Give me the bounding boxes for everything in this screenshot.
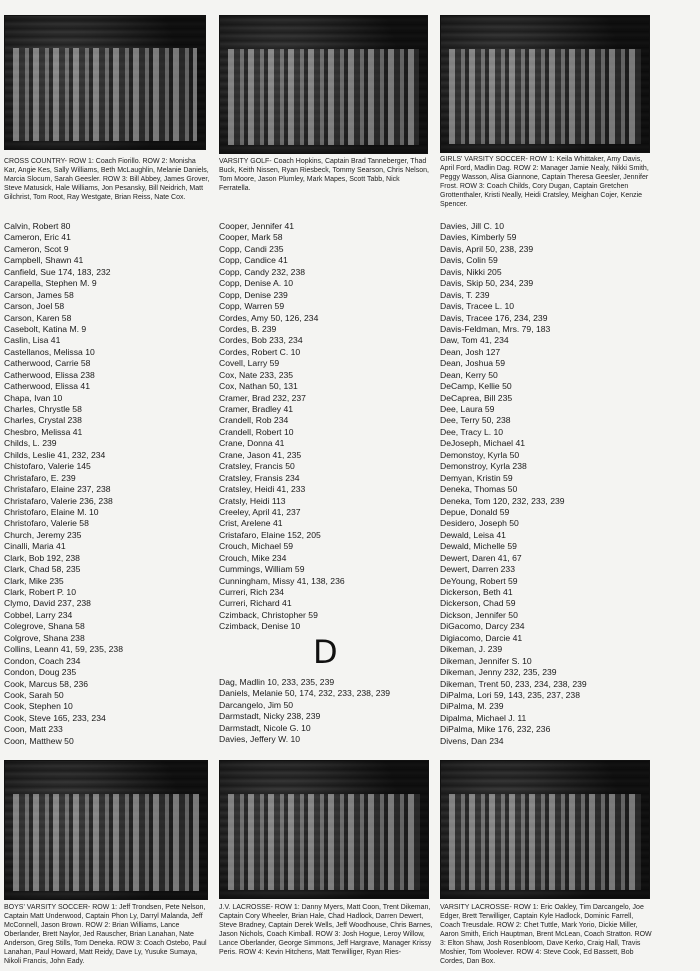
- index-entry: Cinalli, Maria 41: [4, 541, 66, 552]
- index-entry: Dewert, Darren 233: [440, 564, 515, 575]
- girls-varsity-soccer-caption: GIRLS' VARSITY SOCCER- ROW 1: Keila Whittaker, Amy Davis, April Ford, Madlin Dag. ROW 2: Manager Jamie Nealy, Nikki Smith, Peggy Wasson, Alisa Giannone, Captain Theresa Geesler, Jennifer Frost. ROW 3: Coach Childs, Cory Dugan, Captain Gretchen Grottenthaler, Kristi Neally, Heidi Cratsley, Meighan Cojer, Kenzie Spencer.: [440, 156, 649, 208]
- index-entry: Copp, Denise A. 10: [219, 278, 294, 289]
- index-entry: Cratsly, Heidi 113: [219, 495, 286, 506]
- index-entry: Daw, Tom 41, 234: [440, 335, 509, 346]
- varsity-golf-photo: [219, 15, 428, 154]
- index-entry: Crandell, Robert 10: [219, 426, 294, 437]
- index-entry: Copp, Candy 232, 238: [219, 266, 306, 277]
- index-entry: Copp, Denise 239: [219, 289, 288, 300]
- index-entry: DeYoung, Robert 59: [440, 575, 518, 586]
- index-entry: Digiacomo, Darcie 41: [440, 632, 523, 643]
- index-entry: DeCamp, Kellie 50: [440, 381, 512, 392]
- index-entry: Collins, Leann 41, 59, 235, 238: [4, 644, 123, 655]
- index-entry: Cratsley, Francis 50: [219, 461, 295, 472]
- index-entry: Covell, Larry 59: [219, 358, 280, 369]
- index-entry: Davies, Jeffery W. 10: [219, 734, 301, 745]
- index-entry: Curreri, Richard 41: [219, 598, 292, 609]
- index-entry: Dewald, Michelle 59: [440, 541, 517, 552]
- index-entry: Creeley, April 41, 237: [219, 506, 301, 517]
- cross-country-caption: CROSS COUNTRY- ROW 1: Coach Fiorillo. ROW 2: Monisha Kar, Angie Kes, Sally Williams, Beth McLaughlin, Melanie Daniels, Marcia Slocum, Sarah Geesler. ROW 3: Bill Abbey, James Grover, Steve Matusick, Hale Williams, Jon Pesansky, Bill Neidrich, Matt Gilchrist, Tom Root, Ray Westgate, Brian Reiss, Nate Cox.: [4, 158, 210, 201]
- index-entry: Copp, Candi 235: [219, 243, 284, 254]
- index-entry: Childs, L. 239: [4, 438, 57, 449]
- index-entry: Crist, Arelene 41: [219, 518, 283, 529]
- index-entry: Catherwood, Elissa 238: [4, 369, 95, 380]
- index-entry: Clymo, David 237, 238: [4, 598, 91, 609]
- index-entry: Dee, Terry 50, 238: [440, 415, 511, 426]
- index-entry: Cordes, B. 239: [219, 323, 277, 334]
- varsity-lacrosse-caption: VARSITY LACROSSE- ROW 1: Eric Oakley, Tim Darcangelo, Joe Edger, Brett Terwilliger, Captain Kyle Hadlock, Dominic Farrell, Coach Treusdale. ROW 2: Chet Tuttle, Mark Yorio, Dickie Miller, Aaron Smith, Erich Hauptman, Brent McLean, Coach Stratton. ROW 3: Elton Shaw, Josh Rosenbloom, Dave Kerko, Craig Hall, Travis Moshier, Tom Woolever. ROW 4: Steve Cook, Ed Bassett, Bob Cordes, Dan Box.: [440, 904, 652, 965]
- index-entry: Crane, Jason 41, 235: [219, 449, 302, 460]
- index-entry: Cameron, Scot 9: [4, 243, 69, 254]
- index-entry: Dickerson, Chad 59: [440, 598, 516, 609]
- girls-varsity-soccer-photo: [440, 15, 650, 153]
- index-entry: DiGacomo, Darcy 234: [440, 621, 525, 632]
- index-entry: Demyan, Kristin 59: [440, 472, 513, 483]
- index-entry: Dewald, Leisa 41: [440, 529, 506, 540]
- index-entry: Christofaro, Valerie 58: [4, 518, 89, 529]
- index-entry: Cordes, Amy 50, 126, 234: [219, 312, 319, 323]
- index-entry: Cramer, Brad 232, 237: [219, 392, 306, 403]
- index-entry: Carson, James 58: [4, 289, 74, 300]
- index-entry: Caslin, Lisa 41: [4, 335, 61, 346]
- index-entry: Coon, Matt 233: [4, 724, 63, 735]
- index-entry: Church, Jeremy 235: [4, 529, 82, 540]
- index-entry: Davies, Kimberly 59: [440, 232, 517, 243]
- index-entry: Carson, Joel 58: [4, 301, 65, 312]
- index-entry: Casebolt, Katina M. 9: [4, 323, 87, 334]
- varsity-golf-caption: VARSITY GOLF- Coach Hopkins, Captain Brad Tanneberger, Thad Buck, Keith Nissen, Ryan Riesbeck, Tommy Searson, Chris Nelson, Tom Moore, Jason Plumley, Mark Mapes, Scott Tabb, Nick Ferratella.: [219, 158, 429, 192]
- index-entry: Dean, Josh 127: [440, 346, 501, 357]
- index-entry: Cratsley, Fransis 234: [219, 472, 300, 483]
- index-entry: Cordes, Robert C. 10: [219, 346, 301, 357]
- index-entry: Copp, Warren 59: [219, 301, 285, 312]
- index-entry: Clark, Mike 235: [4, 575, 64, 586]
- index-entry: Davis, Skip 50, 234, 239: [440, 278, 534, 289]
- index-entry: Cunningham, Missy 41, 138, 236: [219, 575, 345, 586]
- index-entry: Childs, Leslie 41, 232, 234: [4, 449, 106, 460]
- section-letter: D: [313, 633, 338, 671]
- boys-varsity-soccer-caption: BOYS' VARSITY SOCCER- ROW 1: Jeff Trondsen, Pete Nelson, Captain Matt Underwood, Captain Phon Ly, Darryl Malanda, Jeff McConnell, Jason Brown. ROW 2: Brian Williams, Lance Oberlander, Brett Naylor, Jed Rauscher, Brian Lanahan, Nate Anderson, Greg Stills, Tom Deneka. ROW 3: Coach Ostebo, Paul Lanahan, Paul Howard, Matt Reidy, Dave Ly, Yusuke Sumaya, Nikoli Francis, John Eady.: [4, 904, 207, 965]
- index-entry: Dean, Kerry 50: [440, 369, 498, 380]
- index-entry: DeJoseph, Michael 41: [440, 438, 526, 449]
- index-entry: Cox, Nate 233, 235: [219, 369, 294, 380]
- index-entry: Deneka, Thomas 50: [440, 484, 518, 495]
- index-entry: Dickerson, Beth 41: [440, 587, 513, 597]
- index-entry: Cordes, Bob 233, 234: [219, 335, 303, 346]
- index-column-1: [4, 221, 123, 747]
- index-entry: Dipalma, Michael J. 11: [440, 712, 527, 723]
- index-entry: Cooper, Mark 58: [219, 232, 283, 243]
- index-entry: Clark, Bob 192, 238: [4, 552, 80, 563]
- index-entry: Davis, April 50, 238, 239: [440, 243, 534, 254]
- index-entry: Chesbro, Melissa 41: [4, 426, 83, 437]
- index-entry: Davies, Jill C. 10: [440, 221, 504, 231]
- index-entry: Desidero, Joseph 50: [440, 518, 519, 529]
- index-entry: Davis, Colin 59: [440, 255, 498, 266]
- index-entry: Cox, Nathan 50, 131: [219, 381, 298, 392]
- index-entry: Dikeman, Jennifer S. 10: [440, 655, 532, 666]
- index-entry: Daniels, Melanie 50, 174, 232, 233, 238, 239: [219, 688, 391, 699]
- index-entry: Dewert, Daren 41, 67: [440, 552, 522, 563]
- index-entry: Carapella, Stephen M. 9: [4, 278, 97, 289]
- index-entry: Dikeman, Jenny 232, 235, 239: [440, 667, 557, 678]
- index-entry: Catherwood, Elissa 41: [4, 381, 90, 392]
- index-entry: Calvin, Robert 80: [4, 221, 71, 231]
- index-entry: Dag, Madlin 10, 233, 235, 239: [219, 677, 335, 687]
- index-entry: Dee, Laura 59: [440, 404, 495, 414]
- index-entry: Condon, Coach 234: [4, 655, 81, 666]
- index-entry: DiPalma, Mike 176, 232, 236: [440, 724, 551, 735]
- index-entry: Condon, Doug 235: [4, 667, 77, 678]
- index-entry: Charles, Chrystle 58: [4, 404, 82, 414]
- index-entry: Catherwood, Carrie 58: [4, 358, 91, 369]
- index-entry: Darmstadt, Nicole G. 10: [219, 722, 311, 733]
- index-entry: Czimback, Christopher 59: [219, 609, 318, 620]
- index-entry: Darmstadt, Nicky 238, 239: [219, 711, 321, 722]
- index-entry: Cook, Marcus 58, 236: [4, 678, 89, 689]
- index-entry: Demonstroy, Kyrla 238: [440, 461, 527, 472]
- index-entry: Colgrove, Shana 238: [4, 632, 85, 643]
- index-entry: Cummings, William 59: [219, 564, 305, 575]
- index-entry: Davis, Tracee L. 10: [440, 301, 515, 312]
- index-entry: Darcangelo, Jim 50: [219, 699, 294, 710]
- index-entry: DiPalma, Lori 59, 143, 235, 237, 238: [440, 689, 580, 700]
- index-entry: Crandell, Rob 234: [219, 415, 289, 426]
- index-entry: Cook, Steve 165, 233, 234: [4, 712, 106, 723]
- index-entry: Davis, T. 239: [440, 289, 490, 300]
- index-entry: Dikeman, J. 239: [440, 644, 503, 655]
- index-entry: Davis, Tracee 176, 234, 239: [440, 312, 548, 323]
- index-entry: Cristafaro, Elaine 152, 205: [219, 529, 321, 540]
- index-entry: Clark, Chad 58, 235: [4, 564, 81, 575]
- index-entry: Dikeman, Trent 50, 233, 234, 238, 239: [440, 678, 587, 689]
- index-entry: Charles, Crystal 238: [4, 415, 82, 426]
- index-entry: Davis, Nikki 205: [440, 266, 502, 277]
- index-entry: Cooper, Jennifer 41: [219, 221, 295, 231]
- index-entry: Cameron, Eric 41: [4, 232, 71, 243]
- index-entry: Dean, Joshua 59: [440, 358, 505, 369]
- index-entry: Chapa, Ivan 10: [4, 392, 63, 403]
- jv-lacrosse-photo: [219, 760, 429, 899]
- index-entry: Crouch, Michael 59: [219, 541, 294, 552]
- index-entry: Cook, Sarah 50: [4, 689, 64, 700]
- index-entry: Castellanos, Melissa 10: [4, 346, 95, 357]
- index-entry: Dickson, Jennifer 50: [440, 609, 518, 620]
- index-entry: Carson, Karen 58: [4, 312, 72, 323]
- index-entry: Cobbel, Larry 234: [4, 609, 73, 620]
- index-entry: Depue, Donald 59: [440, 506, 510, 517]
- index-entry: Deneka, Tom 120, 232, 233, 239: [440, 495, 565, 506]
- index-entry: Copp, Candice 41: [219, 255, 288, 266]
- index-entry: DiPalma, M. 239: [440, 701, 504, 712]
- index-entry: Davis-Feldman, Mrs. 79, 183: [440, 323, 551, 334]
- index-entry: Christafaro, Valerie 236, 238: [4, 495, 113, 506]
- index-entry: Cramer, Bradley 41: [219, 404, 294, 414]
- index-entry: Coon, Matthew 50: [4, 735, 74, 746]
- index-entry: Christafaro, E. 239: [4, 472, 76, 483]
- index-entry: Crouch, Mike 234: [219, 552, 287, 563]
- index-entry: Clark, Robert P. 10: [4, 587, 76, 597]
- index-entry: Curreri, Rich 234: [219, 587, 284, 597]
- index-entry: Canfield, Sue 174, 183, 232: [4, 266, 111, 277]
- index-entry: Christafaro, Elaine 237, 238: [4, 484, 111, 495]
- index-column-2: [219, 221, 345, 633]
- index-column-2-d-section: [219, 677, 390, 746]
- index-entry: Cratsley, Heidi 41, 233: [219, 484, 306, 495]
- index-entry: Christofaro, Elaine M. 10: [4, 506, 99, 517]
- index-column-3: [440, 221, 587, 747]
- index-entry: Colegrove, Shana 58: [4, 621, 85, 632]
- index-entry: Cook, Stephen 10: [4, 701, 73, 712]
- jv-lacrosse-caption: J.V. LACROSSE- ROW 1: Danny Myers, Matt Coon, Trent Dikeman, Captain Cory Wheeler, Brian Hale, Chad Hadlock, Darren Dewert, Steve Bradney, Captain Derek Wells, Jeff Woodhouse, Chris Barnes, Jason Nichols, Coach Kimball. ROW 3: Josh Hogue, Leroy Willow, Lance Oberlander, George Simmons, Jeff Hargrave, Manager Krissy Peris. ROW 4: Kevin Hitchens, Matt Terwilliger, Ryan Ries-: [219, 904, 433, 956]
- index-entry: Dee, Tracy L. 10: [440, 426, 504, 437]
- index-entry: Demonstoy, Kyrla 50: [440, 449, 520, 460]
- index-entry: Divens, Dan 234: [440, 735, 504, 746]
- cross-country-photo: [4, 15, 206, 150]
- index-entry: DeCaprea, Bill 235: [440, 392, 513, 403]
- index-entry: Campbell, Shawn 41: [4, 255, 84, 266]
- index-entry: Crane, Donna 41: [219, 438, 285, 449]
- boys-varsity-soccer-photo: [4, 760, 208, 900]
- varsity-lacrosse-photo: [440, 760, 650, 899]
- index-entry: Czimback, Denise 10: [219, 621, 301, 632]
- index-entry: Chistofaro, Valerie 145: [4, 461, 91, 472]
